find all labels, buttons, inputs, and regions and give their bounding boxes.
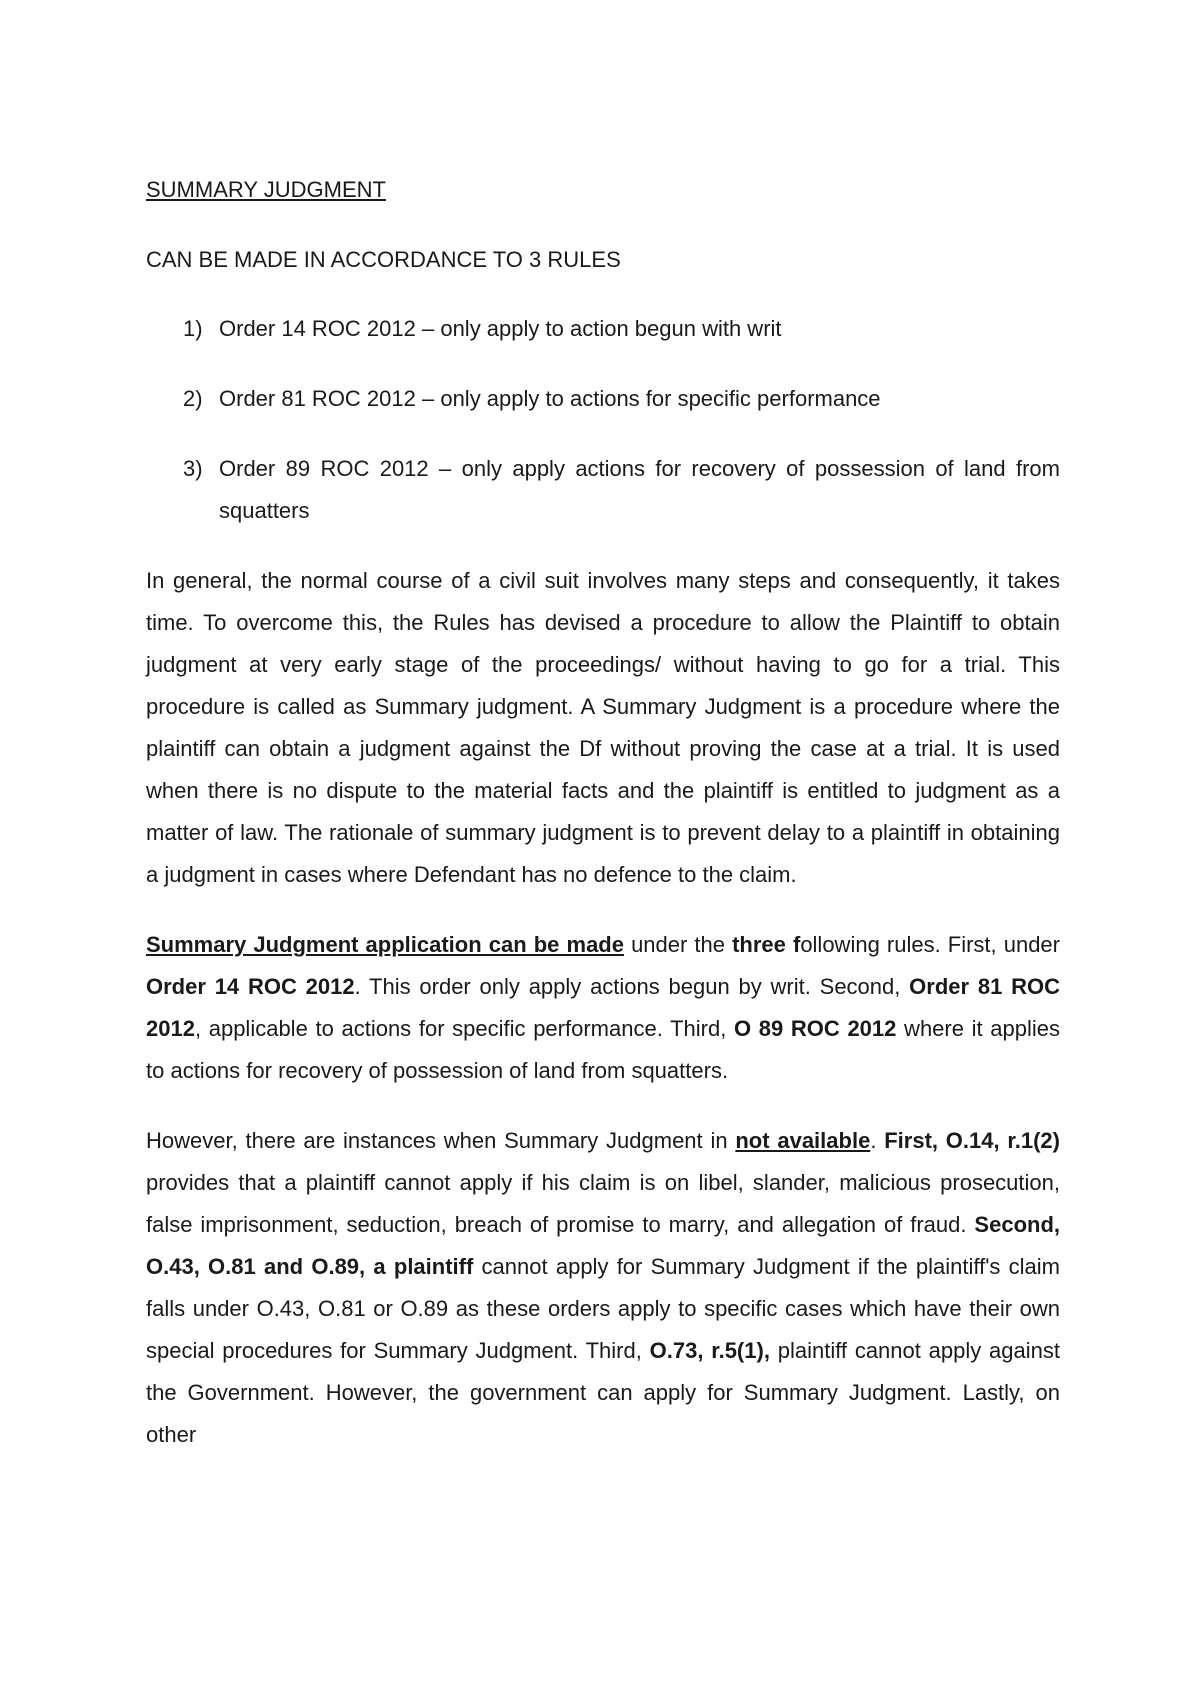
body-text: provides that a plaintiff cannot apply if his claim is on libel, slander, malicious prosecution, false imprisonment, seduction, breach of promise to marry, and allegation of fraud. xyxy=(146,1170,1060,1237)
list-item-text: Order 81 ROC 2012 – only apply to actions for specific performance xyxy=(219,386,881,411)
emphasis-text: O 89 ROC 2012 xyxy=(733,1016,897,1041)
body-text: . This order only apply actions begun by writ. Second, xyxy=(354,974,910,999)
document-page xyxy=(146,170,1060,1484)
body-text: However, there are instances when Summary Judgment in xyxy=(146,1128,736,1153)
list-item xyxy=(146,308,1060,350)
application-rules-paragraph xyxy=(146,924,1060,1092)
emphasis-text: First, O.14, r.1(2) xyxy=(884,1128,1060,1153)
emphasis-text: Order 81 ROC 2012 xyxy=(146,974,1060,1041)
list-item-number: 2) xyxy=(183,386,203,411)
body-text: under the xyxy=(623,932,733,957)
emphasis-text: three f xyxy=(732,932,801,957)
emphasis-text: Summary Judgment application can be made xyxy=(146,932,624,957)
not-available-paragraph xyxy=(146,1120,1060,1456)
emphasis-text: Order 14 ROC 2012 xyxy=(146,974,355,999)
list-item-number: 1) xyxy=(183,316,203,341)
list-item xyxy=(146,378,1060,420)
list-item xyxy=(146,448,1060,532)
list-item-number: 3) xyxy=(183,456,203,481)
body-text: , applicable to actions for specific performance. Third, xyxy=(194,1016,734,1041)
body-text: . xyxy=(870,1128,885,1153)
list-item-text: Order 14 ROC 2012 – only apply to action begun with writ xyxy=(219,316,782,341)
body-text: where it applies to actions for recovery of possession of land from squatters. xyxy=(146,1016,1061,1083)
body-text: ollowing rules. First, under xyxy=(800,932,1060,957)
document-title: SUMMARY JUDGMENT xyxy=(146,177,386,202)
rules-list xyxy=(146,308,1060,532)
emphasis-text: Second, O.43, O.81 and O.89, a plaintiff xyxy=(146,1212,1060,1279)
body-text: plaintiff cannot apply against the Government. However, the government can apply for Summary Judgment. Lastly, on other xyxy=(146,1338,1060,1447)
emphasis-text: not available xyxy=(735,1128,871,1153)
body-text: cannot apply for Summary Judgment if the plaintiff's claim falls under O.43, O.81 or O.89 as these orders apply to specific cases which have their own special procedures for Summary Judgment. Third, xyxy=(146,1254,1060,1363)
emphasis-text: O.73, r.5(1), xyxy=(649,1338,770,1363)
list-item-text: Order 89 ROC 2012 – only apply actions for recovery of possession of land from squatters xyxy=(219,456,1060,523)
intro-paragraph: In general, the normal course of a civil suit involves many steps and consequently, it takes time. To overcome this, the Rules has devised a procedure to allow the Plaintiff to obtain judgment at very early stage of the proceedings/ without having to go for a trial. This procedure is called as Summary judgment. A Summary Judgment is a procedure where the plaintiff can obtain a judgment against the Df without proving the case at a trial. It is used when there is no dispute to the material facts and the plaintiff is entitled to judgment as a matter of law. The rationale of summary judgment is to prevent delay to a plaintiff in obtaining a judgment in cases where Defendant has no defence to the claim. xyxy=(146,568,1060,887)
document-subtitle: CAN BE MADE IN ACCORDANCE TO 3 RULES xyxy=(146,247,621,272)
